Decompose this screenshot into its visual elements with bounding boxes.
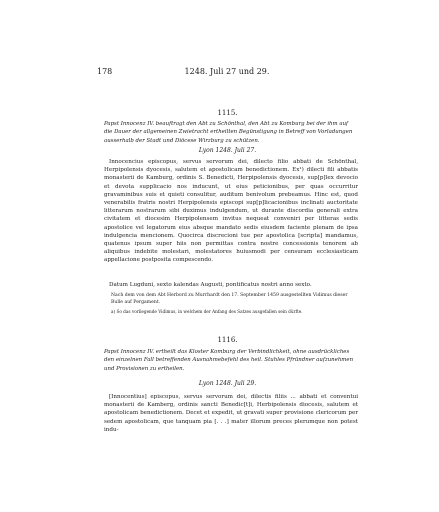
document-regest: Papst Innocenz IV. beauftragt den Abt zu Schönthal, den Abt zu Komburg bei der ihm auf die Dauer der allgemeinen Zwietracht ertheilten Begünstigung in Betreff von Vorladungen ausserhalb der Stadt und Diöcese Wirzburg zu schützen. xyxy=(104,121,353,144)
document-text xyxy=(104,158,358,265)
running-title: 1248. Juli 27 und 29. xyxy=(184,67,270,76)
document-date: Lyon 1248. Juli 29. xyxy=(198,380,257,387)
page-number: 178 xyxy=(97,67,113,76)
document-regest: Papst Innocenz IV. ertheilt das Kloster Komburg der Verbindlichkeit, ohne ausdrückliches den einzelnen Fall betreffenden Ausnahmebefehl des heil. Stuhles Pfründner aufzunehmen und Provisionen zu ertheilen. xyxy=(104,349,354,372)
document-number: 1116. xyxy=(217,336,238,344)
footnote: a) So das vorliegende Vidimus, in welchem der Anfang des Satzes ausgefallen sein dürfte. xyxy=(111,309,303,314)
document-text xyxy=(104,393,358,434)
document-datum xyxy=(104,281,358,289)
document-number: 1115. xyxy=(217,109,238,117)
source-note: Nach dem von dem Abt Herbord zu Murrhardt den 17. September 1459 ausgestellten Vidimus dieser Bulle auf Pergament. xyxy=(111,293,348,305)
document-date: Lyon 1248. Juli 27. xyxy=(198,147,257,154)
document-text-content: [Innocentius] episcopus, servus servorum dei, dilectis filiis ... abbati et conventui monasterii de Kamberg, ordinis sancti Benedic[t]i, Herbipolensis diocesis, salutem et apostolicam benedictionem. Decet et expedit, ut gravati super provisione clericorum per sedem apostolicam, que tanquam pia [. . .] mater illorum preces plerumque non potest indu- xyxy=(104,394,358,433)
page-header xyxy=(97,67,357,79)
document-datum-content: Datum Lugduni, sexto kalendas Augusti, pontificatus nostri anno sexto. xyxy=(109,282,312,288)
document-text-content: Innocencius episcopus, servus servorum dei, dilecto filio abbati de Schönthal, Herpipolensis dyocesis, salutem et apostolicam benedictionem. Ex¹) dilecti fili abbatis monasterii de Kamburg, ordinis S. Benedicti, Herpipolensis dyocesis, sup[p]lex devocio et devota supplicacio nos inducunt, ut eius peticionibus, per quas occurritur gravaminibus suis et quieti consulitur, auditum benivolum prebeamus. Hinc est, quod venerabilis fratris nostri Herpipolensis episcopi sup[p]licacionibus inclinati auctoritate litterarum nostrarum sibi duximus indulgendum, ut durante discordia generali extra civitatem et diocesim Herpipolensem invitus nequeat conveniri per litteras sedis apostolice vel legatorum eius absque mandato sedis eiusdem faciente plenam de ipsa indulgencia mencionem. Quocirca discrecioni tue per apostolica [scripta] mandamus, quatenus ipsum super hiis non permittas contra nostre concessionis tenorem ab aliquibus indebite molestari, molestatores huiusmodi per censuram ecclesiasticam appellacione postposita compescendo. xyxy=(104,159,358,264)
